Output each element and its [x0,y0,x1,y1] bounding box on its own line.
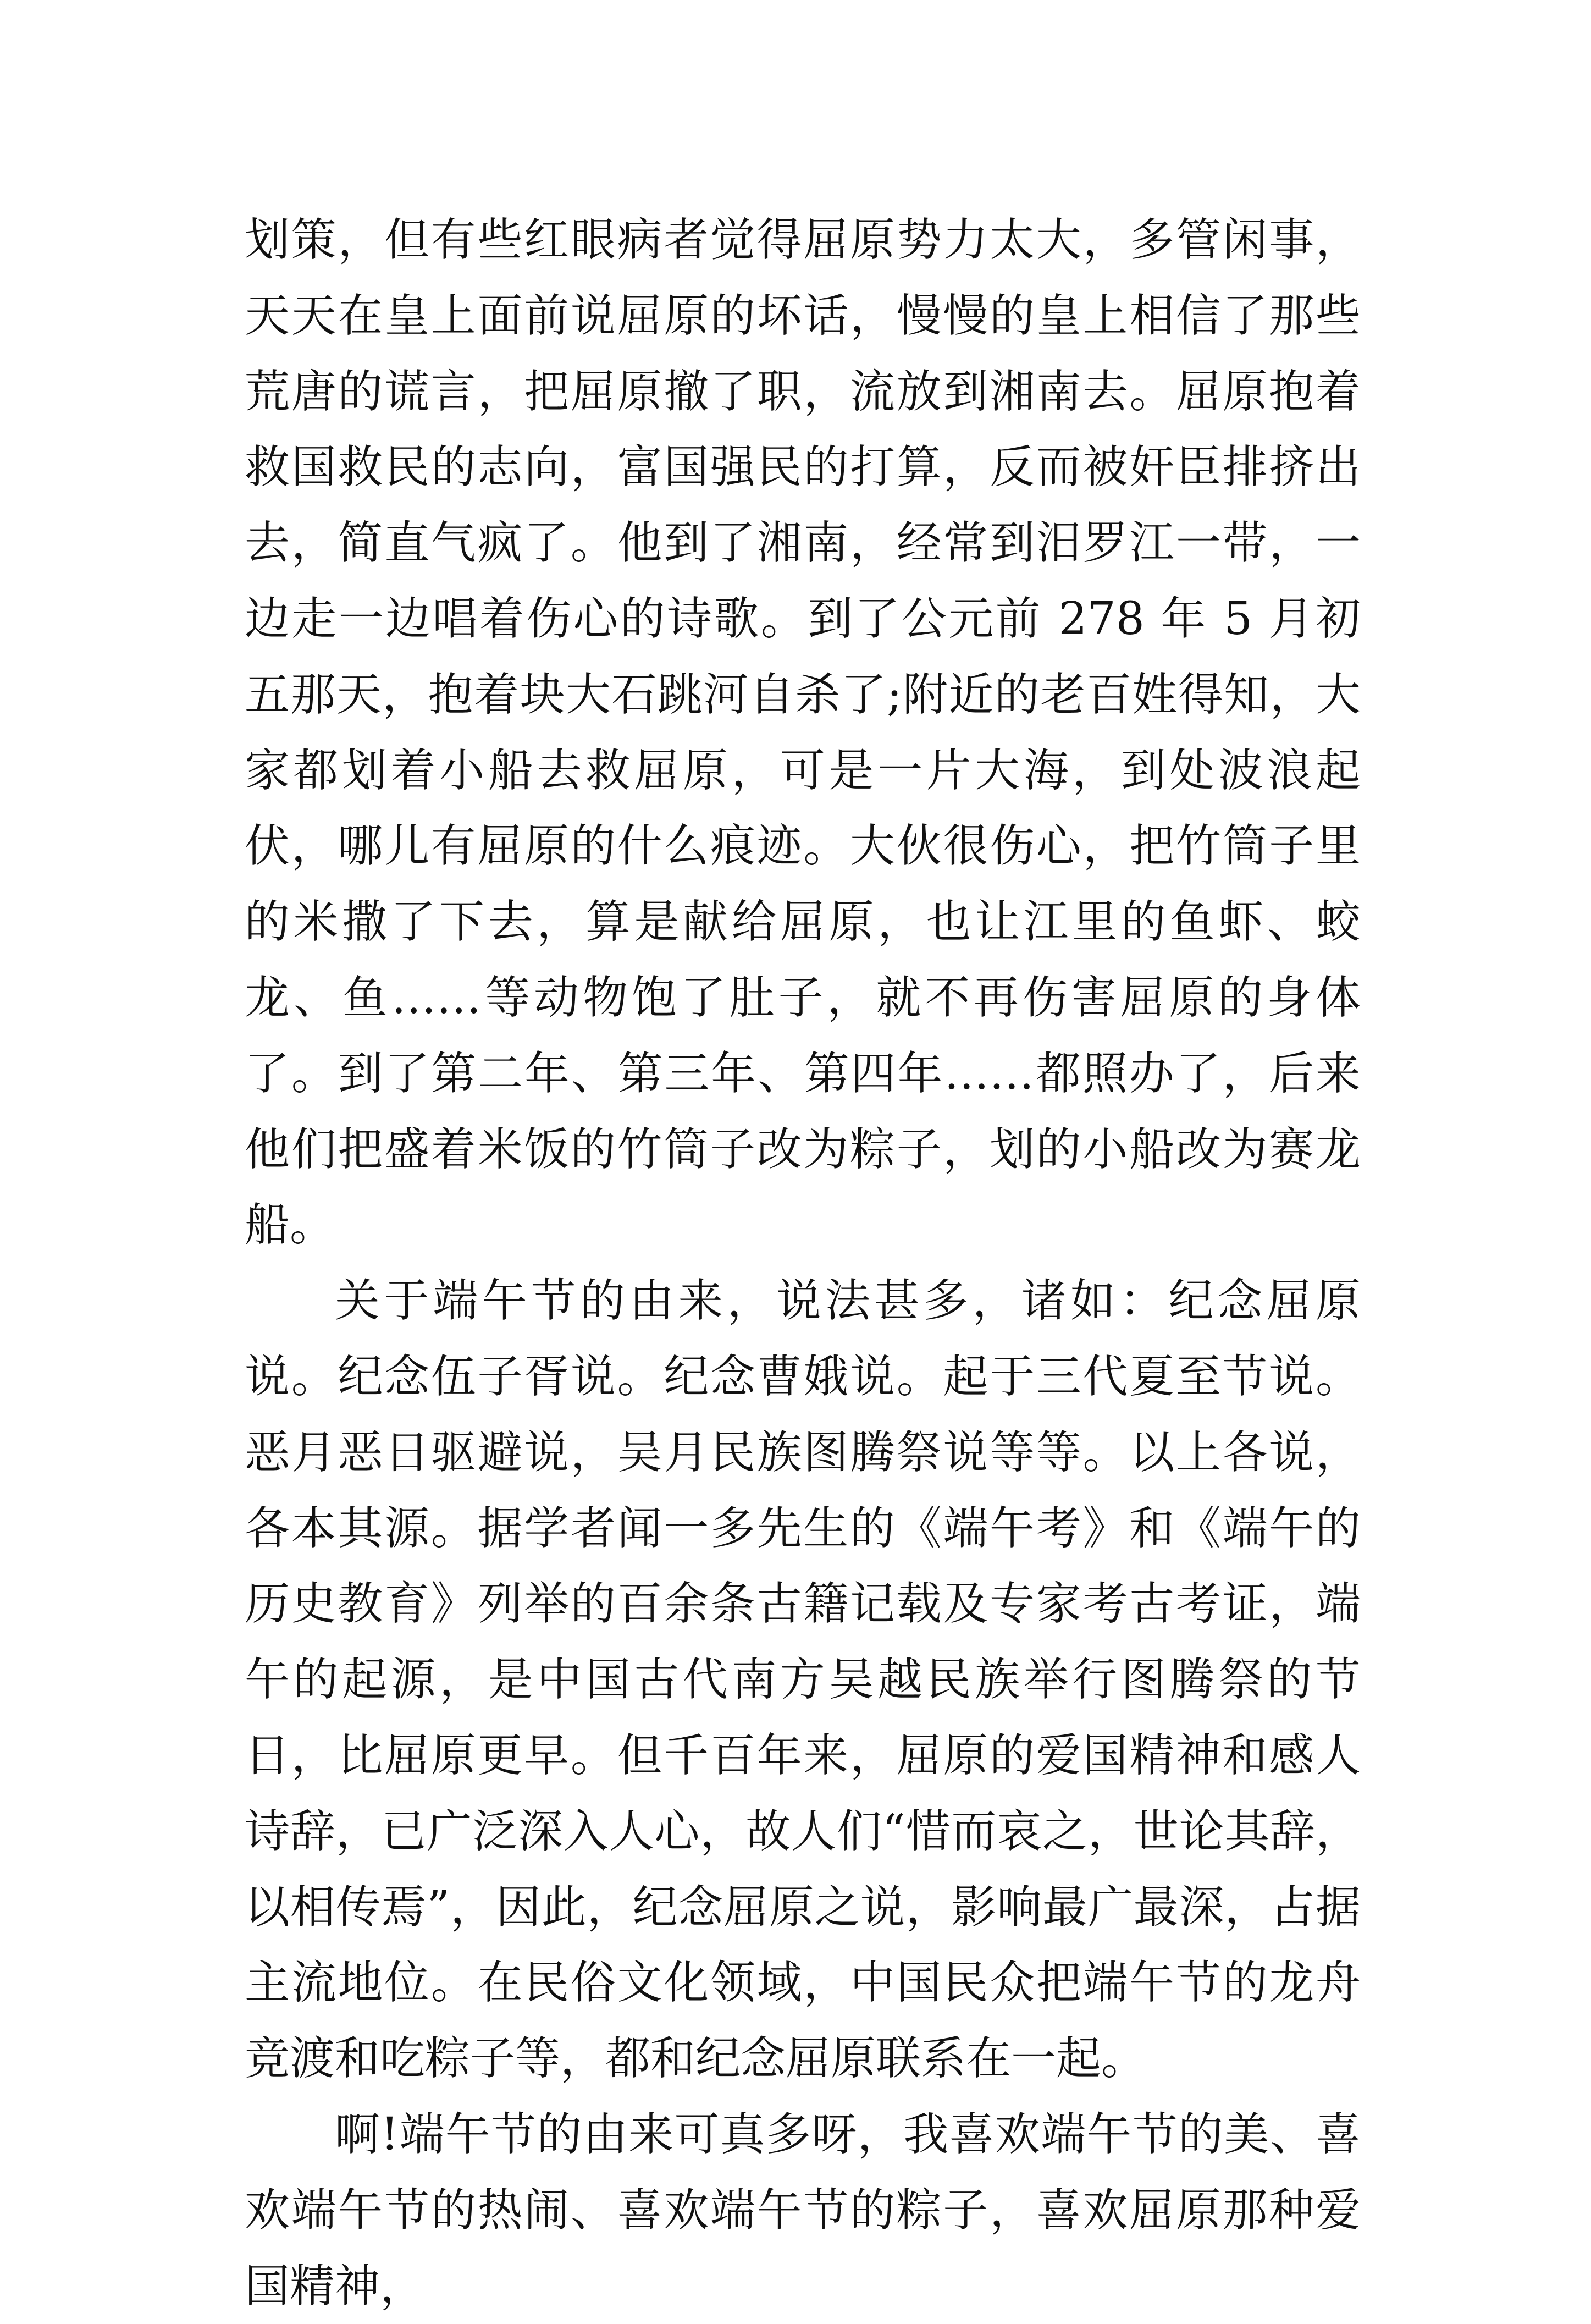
paragraph-dragon-boat-origins: 关于端午节的由来，说法甚多，诸如：纪念屈原说。纪念伍子胥说。纪念曹娥说。起于三代夏至节说。恶月恶日驱避说，吴月民族图腾祭说等等。以上各说，各本其源。据学者闻一多先生的《端午考》和《端午的历史教育》列举的百余条古籍记载及专家考古考证，端午的起源，是中国古代南方吴越民族举行图腾祭的节日，比屈原更早。但千百年来，屈原的爱国精神和感人诗辞，已广泛深入人心，故人们“惜而哀之，世论其辞，以相传焉”，因此，纪念屈原之说，影响最广最深，占据主流地位。在民俗文化领域，中国民众把端午节的龙舟竞渡和吃粽子等，都和纪念屈原联系在一起。 [245,1275,1361,2085]
document-body [245,202,1361,2324]
paragraph-conclusion: 啊!端午节的由来可真多呀，我喜欢端午节的美、喜欢端午节的热闹、喜欢端午节的粽子，喜欢屈原那种爱国精神， [245,2108,1361,2312]
paragraph-qu-yuan-story: 划策，但有些红眼病者觉得屈原势力太大，多管闲事，天天在皇上面前说屈原的坏话，慢慢的皇上相信了那些荒唐的谎言，把屈原撤了职，流放到湘南去。屈原抱着救国救民的志向，富国强民的打算，反而被奸臣排挤出去，简直气疯了。他到了湘南，经常到汨罗江一带，一边走一边唱着伤心的诗歌。到了公元前 278 年 5 月初五那天，抱着块大石跳河自杀了;附近的老百姓得知，大家都划着小船去救屈原，可是一片大海，到处波浪起伏，哪儿有屈原的什么痕迹。大伙很伤心，把竹筒子里的米撒了下去，算是献给屈原，也让江里的鱼虾、蛟龙、鱼……等动物饱了肚子，就不再伤害屈原的身体了。到了第二年、第三年、第四年……都照办了，后来他们把盛着米饭的竹筒子改为粽子，划的小船改为赛龙船。 [245,214,1361,1252]
